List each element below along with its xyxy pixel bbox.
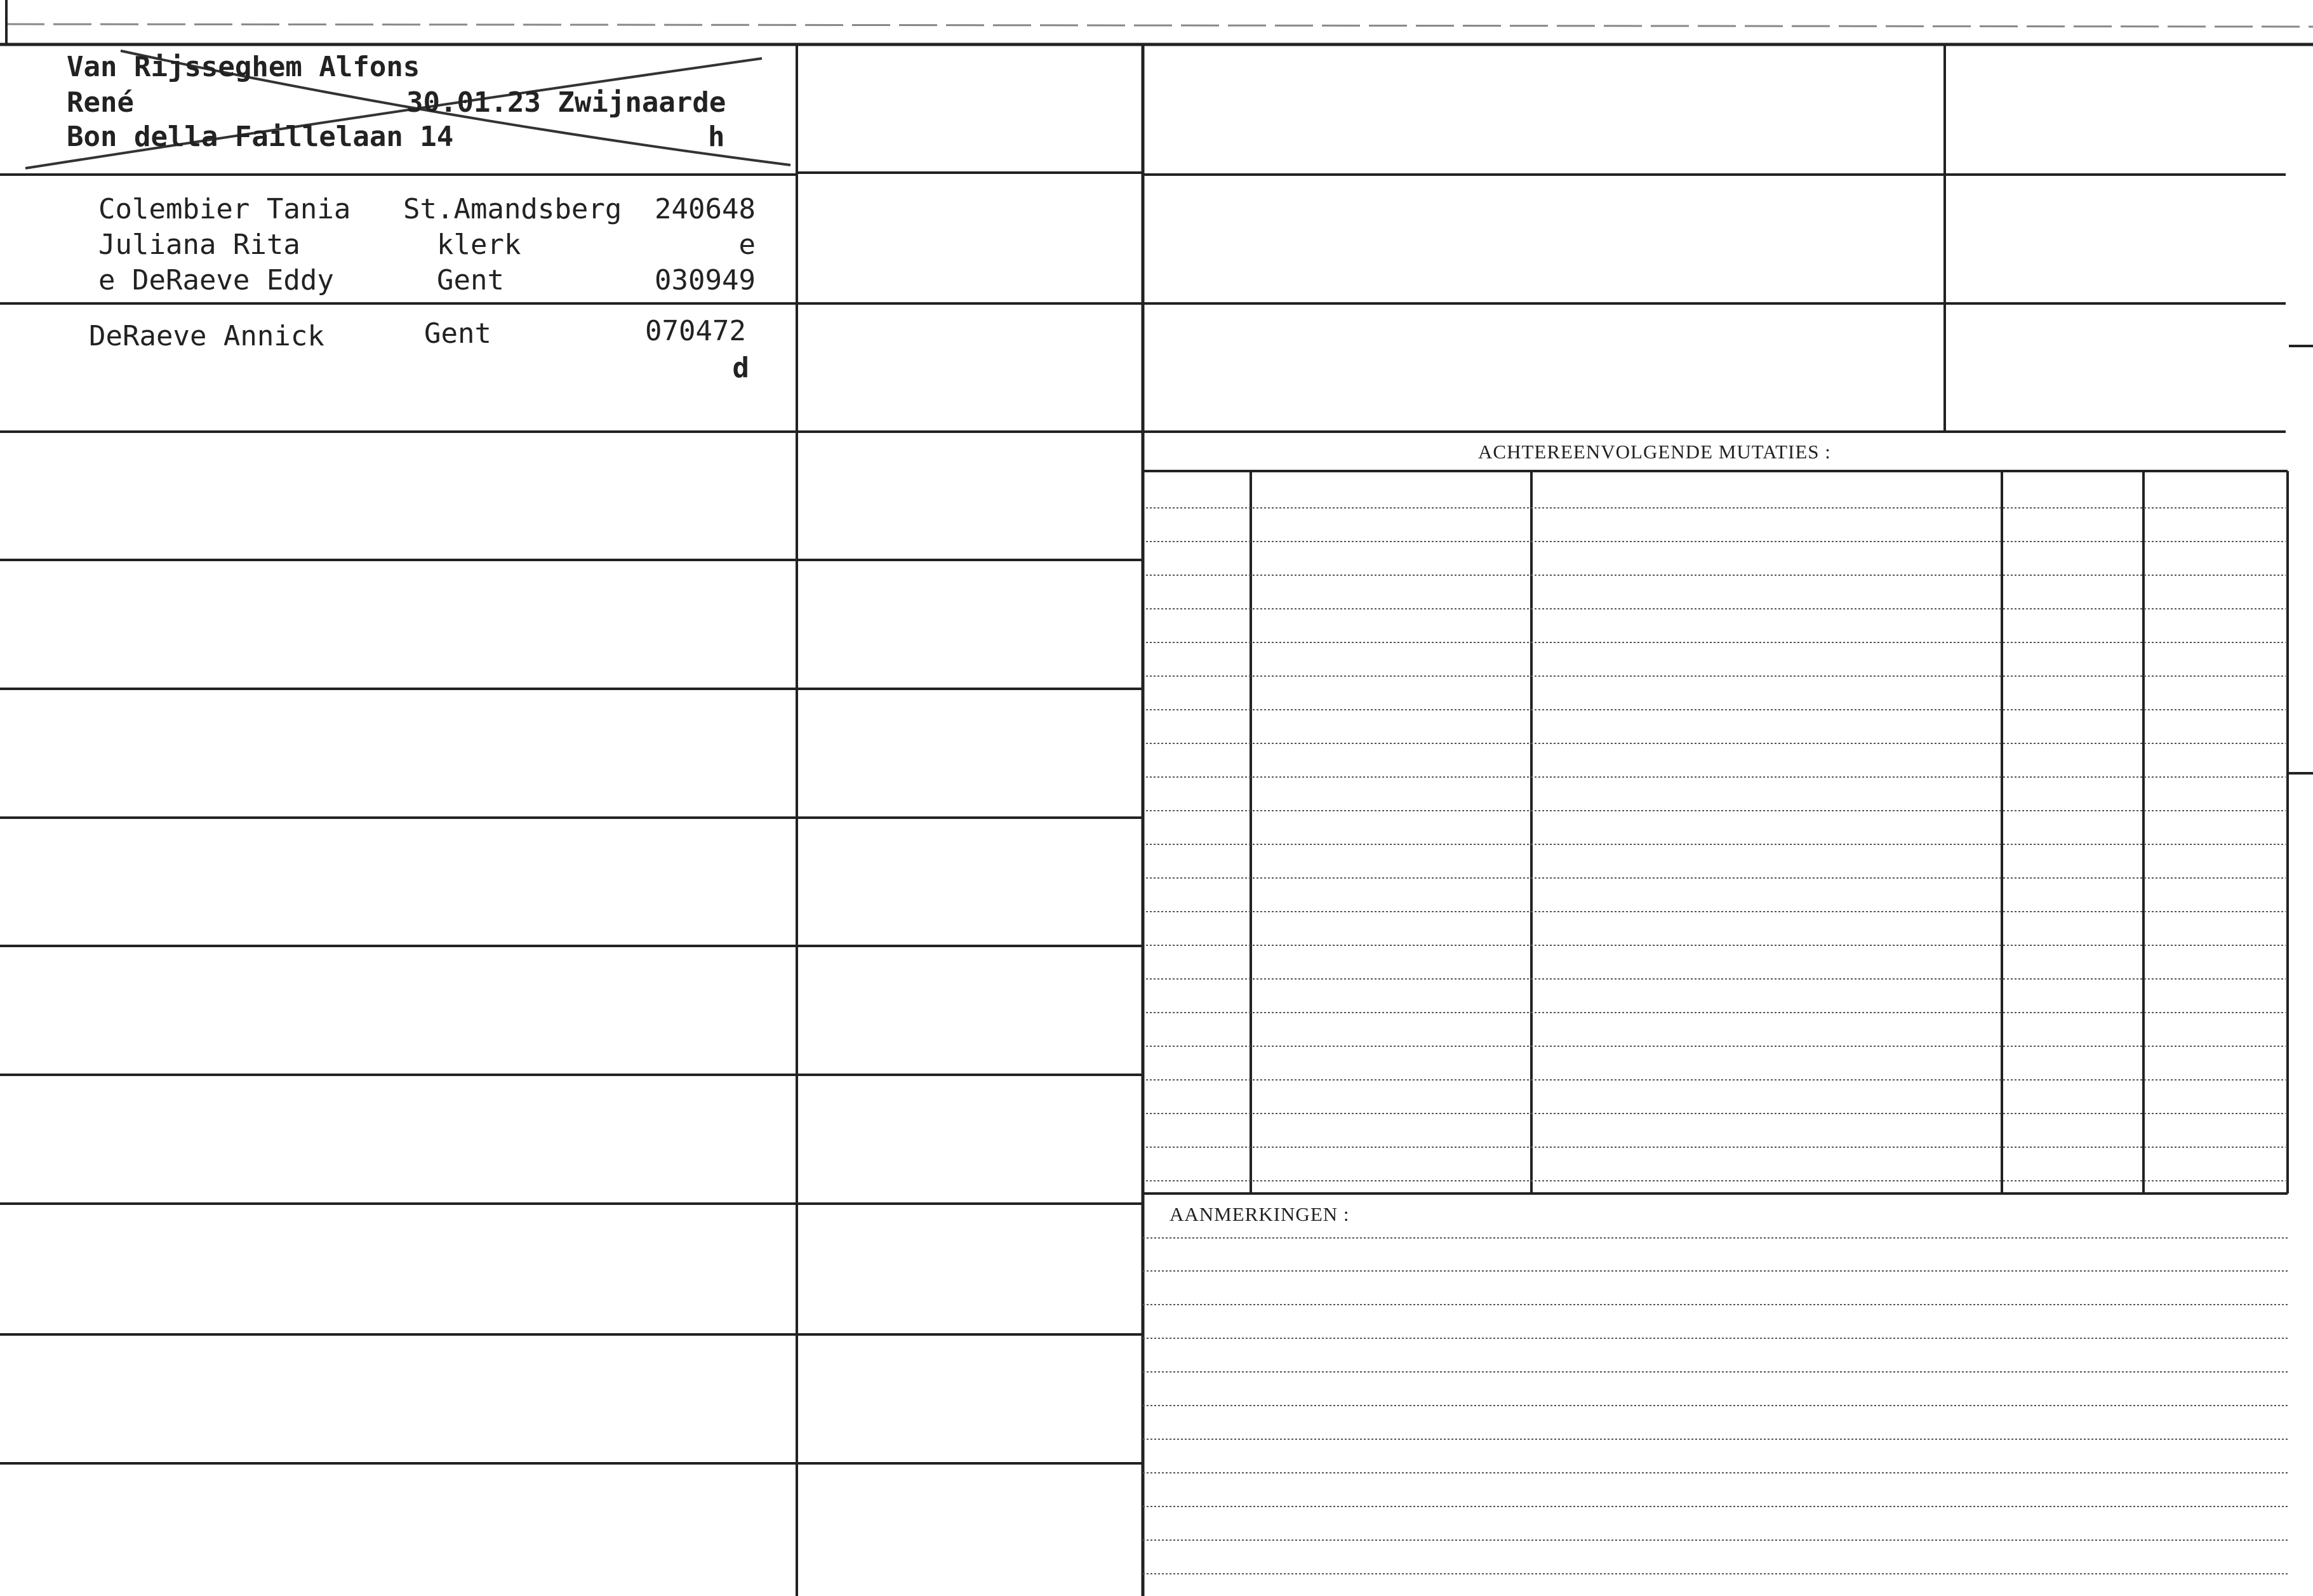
header-name: Van Rijsseghem Alfons (67, 51, 420, 83)
header-birth: 30.01.23 Zwijnaarde (406, 86, 726, 119)
member-code: d (732, 352, 749, 384)
member-name: Colembier Tania (98, 193, 351, 225)
member-code: 070472 (645, 315, 746, 347)
remarks-title: AANMERKINGEN : (1170, 1203, 1350, 1225)
member-code: 030949 (655, 264, 756, 296)
member-code: 240648 (655, 193, 756, 225)
member-place: Gent (437, 264, 504, 296)
header-status-letter: h (708, 121, 725, 153)
mutations-title: ACHTEREENVOLGENDE MUTATIES : (1478, 441, 1831, 463)
member-name: Juliana Rita (98, 229, 300, 261)
member-name: e DeRaeve Eddy (98, 264, 334, 296)
member-place: St.Amandsberg (403, 193, 622, 225)
header-first-name: René (67, 86, 134, 119)
member-code: e (738, 229, 756, 261)
member-place: Gent (424, 317, 491, 350)
member-occupation: klerk (437, 229, 521, 261)
member-name: DeRaeve Annick (89, 320, 324, 352)
header-address: Bon della Faillelaan 14 (67, 121, 454, 153)
